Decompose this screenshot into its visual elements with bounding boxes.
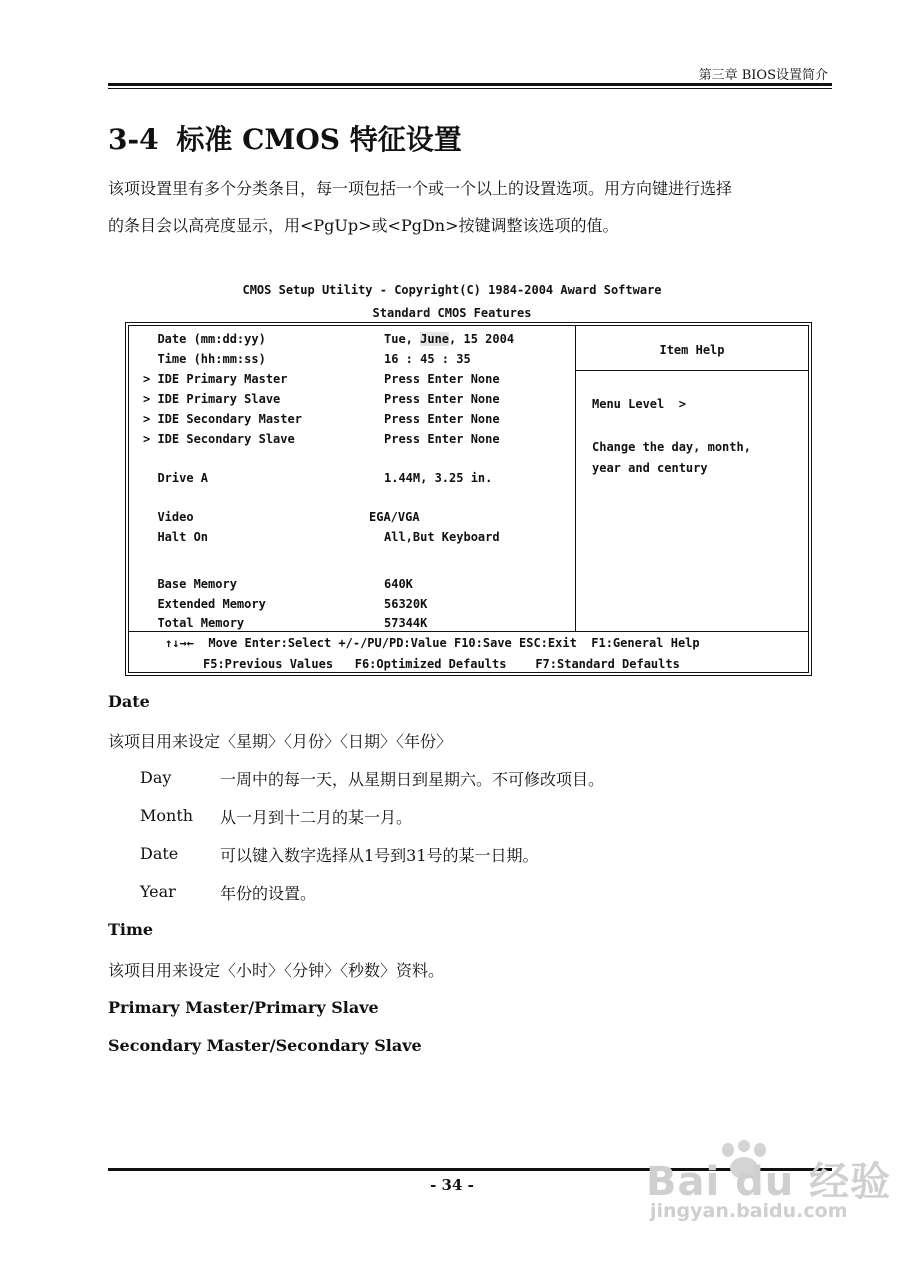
- desc-month: 从一月到十二月的某一月。: [220, 808, 413, 827]
- header-rule: [108, 83, 832, 86]
- item-help-title: Item Help: [659, 343, 725, 357]
- bios-row-value[interactable]: All,But Keyboard: [384, 530, 500, 544]
- date-intro: 该项目用来设定〈星期〉〈月份〉〈日期〉〈年份〉: [108, 732, 453, 751]
- bios-column-divider: [575, 326, 576, 631]
- page-number: - 34 -: [430, 1176, 474, 1194]
- time-intro: 该项目用来设定〈小时〉〈分钟〉〈秒数〉资料。: [108, 961, 445, 980]
- section-title-text: 标准 CMOS 特征设置: [176, 123, 462, 156]
- bios-row-value: 57344K: [384, 616, 428, 630]
- primary-ide-heading: Primary Master/Primary Slave: [108, 998, 379, 1017]
- help-text-line: year and century: [592, 461, 708, 475]
- bios-row-value[interactable]: Press Enter None: [384, 392, 500, 406]
- bios-row-label[interactable]: > IDE Secondary Slave: [143, 432, 295, 446]
- term-month: Month: [140, 806, 194, 825]
- bios-row-label: Halt On: [143, 530, 209, 544]
- bios-row-label: Base Memory: [143, 577, 237, 591]
- bios-help-divider: [575, 370, 808, 371]
- bios-row-value[interactable]: EGA/VGA: [369, 510, 420, 524]
- bios-row-value[interactable]: 1.44M, 3.25 in.: [384, 471, 493, 485]
- help-text-line: Change the day, month,: [592, 440, 751, 454]
- intro-line-1: 该项设置里有多个分类条目，每一项包括一个或一个以上的设置选项。用方向键进行选择: [108, 179, 733, 198]
- term-date: Date: [140, 844, 179, 863]
- section-title: [108, 118, 462, 158]
- bios-row-value[interactable]: Tue, June, 15 2004: [384, 332, 515, 346]
- chapter-header: 第三章 BIOS设置简介: [698, 68, 828, 83]
- bios-key-help: ↑↓→← Move Enter:Select +/-/PU/PD:Value F10:Save ESC:Exit F1:General Help: [165, 636, 700, 650]
- time-heading: Time: [108, 920, 154, 939]
- term-year: Year: [140, 882, 176, 901]
- bios-row-label: Time (hh:mm:ss): [143, 352, 266, 366]
- bios-row-label: Drive A: [143, 471, 209, 485]
- intro-paragraph: [108, 170, 832, 244]
- bios-row-value: 56320K: [384, 597, 428, 611]
- bios-row-label[interactable]: > IDE Primary Master: [143, 372, 288, 386]
- bios-row-label: Date (mm:dd:yy): [143, 332, 266, 346]
- menu-level: Menu Level >: [592, 397, 686, 411]
- bios-row-label: Extended Memory: [143, 597, 266, 611]
- bios-footer-divider: [128, 631, 809, 632]
- bios-row-value[interactable]: Press Enter None: [384, 412, 500, 426]
- desc-date: 可以键入数字选择从1号到31号的某一日期。: [220, 846, 539, 865]
- bios-row-label: Video: [143, 510, 194, 524]
- bios-subtitle: Standard CMOS Features: [372, 306, 532, 320]
- secondary-ide-heading: Secondary Master/Secondary Slave: [108, 1036, 422, 1055]
- bios-row-value[interactable]: Press Enter None: [384, 372, 500, 386]
- bios-row-value[interactable]: 16 : 45 : 35: [384, 352, 471, 366]
- bios-row-value[interactable]: Press Enter None: [384, 432, 500, 446]
- date-heading: Date: [108, 692, 150, 711]
- term-day: Day: [140, 768, 172, 787]
- watermark-logo: Bai du 经验: [646, 1159, 892, 1205]
- header-rule-thin: [108, 88, 832, 89]
- bios-row-label[interactable]: > IDE Secondary Master: [143, 412, 302, 426]
- bios-row-label: Total Memory: [143, 616, 245, 630]
- section-number: 3-4: [108, 123, 159, 156]
- intro-line-2: 的条目会以高亮度显示，用<PgUp>或<PgDn>按键调整该选项的值。: [108, 216, 619, 235]
- bios-selected-field[interactable]: June: [420, 332, 450, 346]
- bios-caption: CMOS Setup Utility - Copyright(C) 1984-2004 Award Software: [242, 283, 662, 297]
- bios-row-label[interactable]: > IDE Primary Slave: [143, 392, 281, 406]
- bios-row-value: 640K: [384, 577, 413, 591]
- desc-year: 年份的设置。: [220, 884, 317, 903]
- desc-day: 一周中的每一天，从星期日到星期六。不可修改项目。: [220, 770, 605, 789]
- watermark-url: jingyan.baidu.com: [650, 1200, 848, 1222]
- bios-function-keys: F5:Previous Values F6:Optimized Defaults F7:Standard Defaults: [203, 657, 680, 671]
